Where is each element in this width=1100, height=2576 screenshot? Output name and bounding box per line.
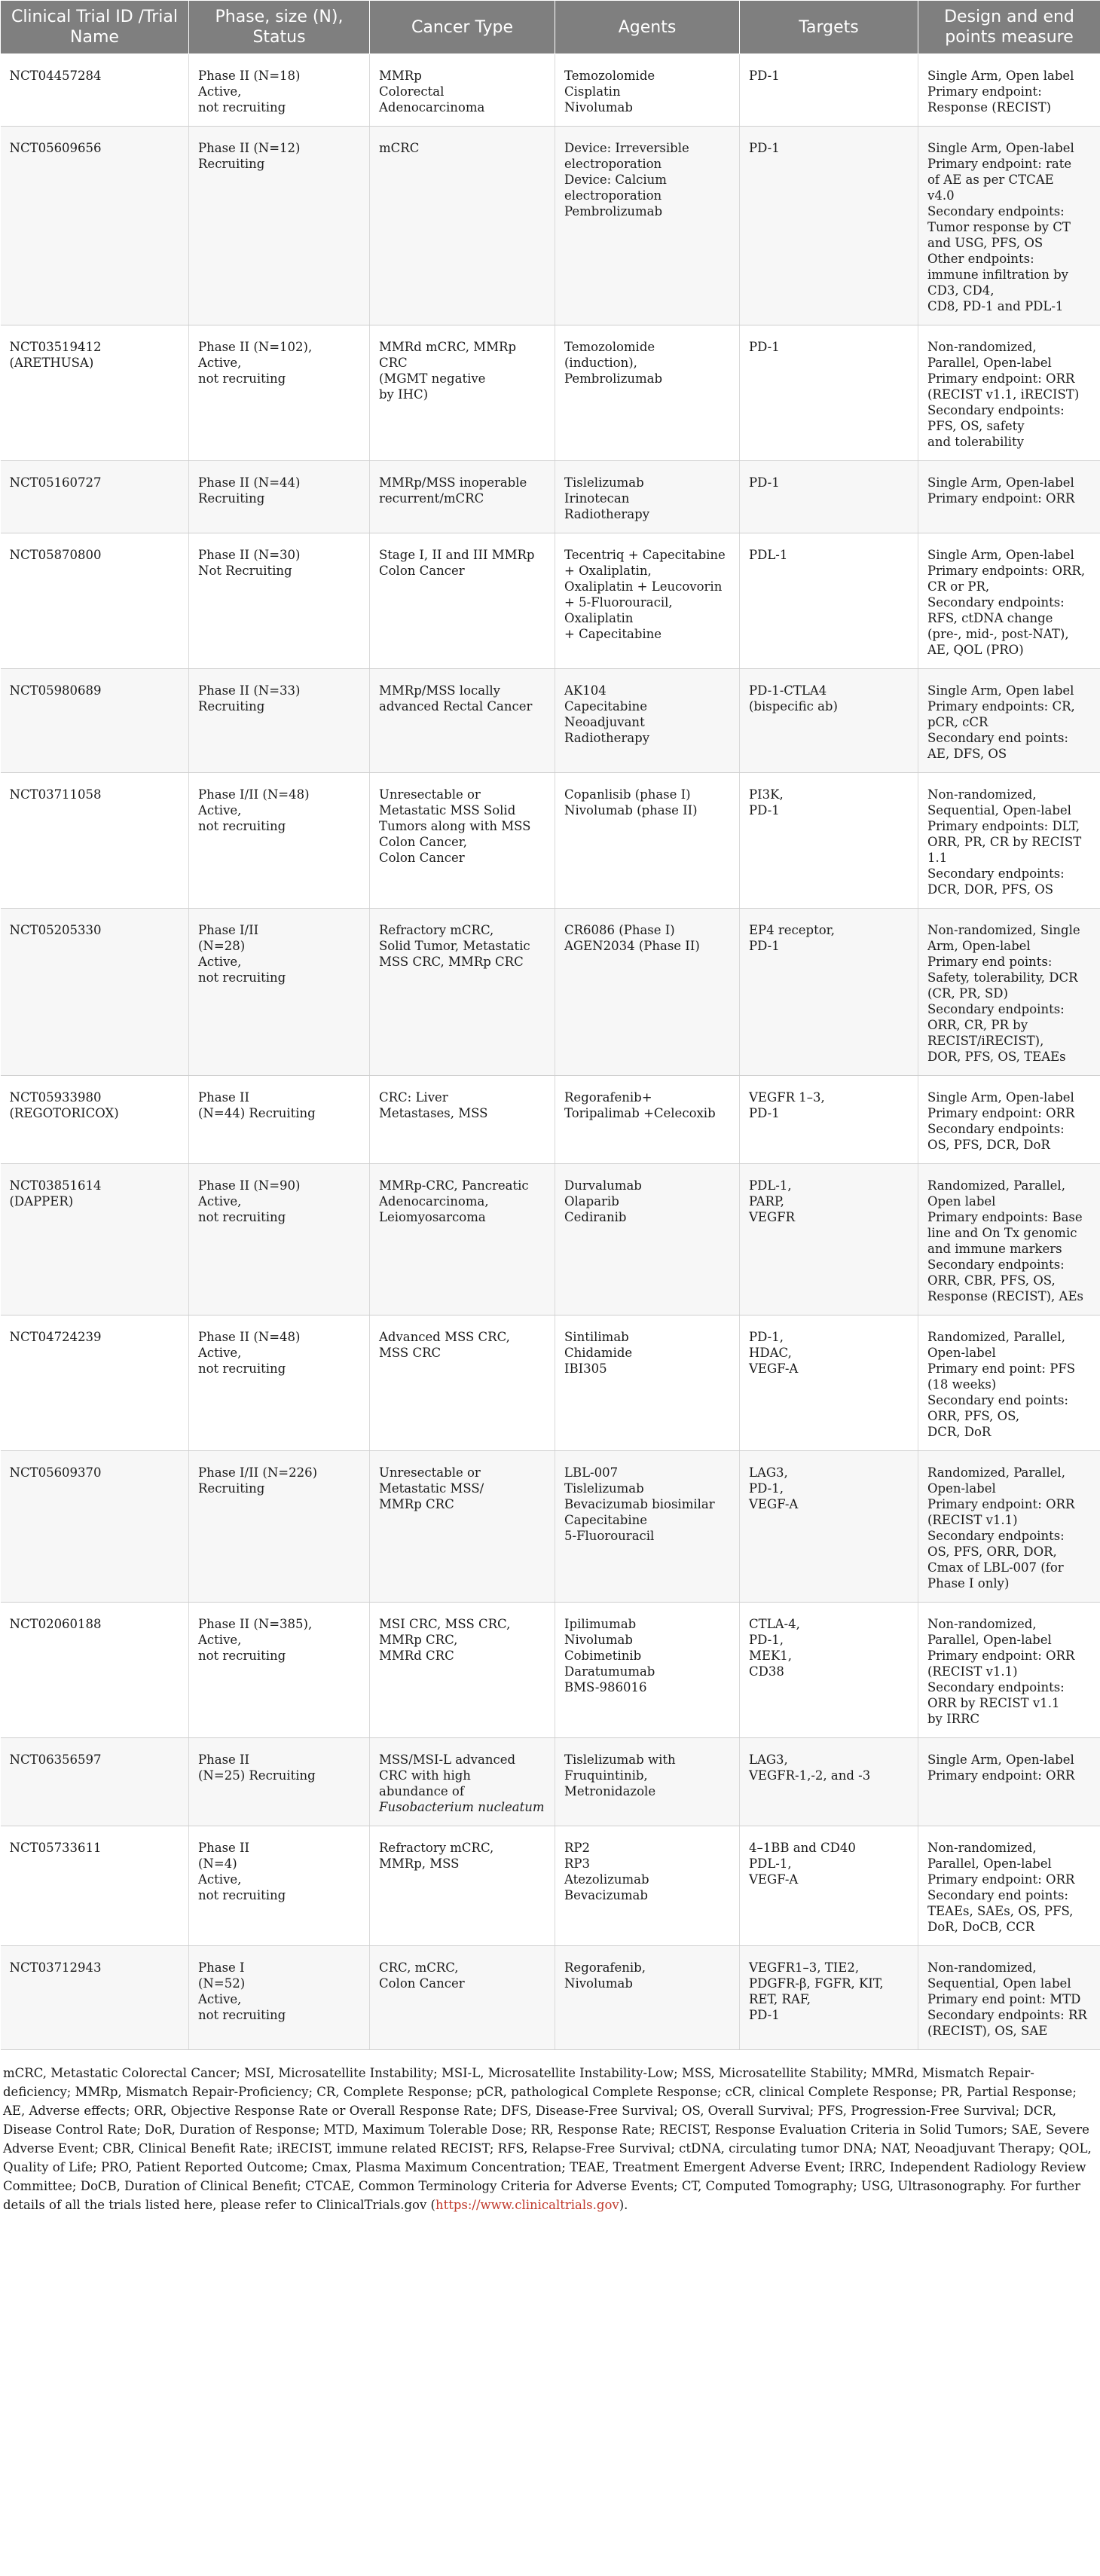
table-row (1, 325, 1100, 461)
cell-design: Randomized, Parallel, Open-label Primary endpoint: ORR (RECIST v1.1) Secondary endpoints: OS, PFS, ORR, DOR, Cmax of LBL-007 (for Phase I only) (918, 1451, 1100, 1603)
table-row (1, 127, 1100, 325)
cell-cancer-type: MMRp-CRC, Pancreatic Adenocarcinoma, Leiomyosarcoma (370, 1164, 555, 1316)
cell-design: Single Arm, Open label Primary endpoint: Response (RECIST) (918, 54, 1100, 127)
cell-cancer-type: Unresectable or Metastatic MSS Solid Tumors along with MSS Colon Cancer, Colon Cancer (370, 773, 555, 909)
cell-cancer-type: Refractory mCRC, MMRp, MSS (370, 1826, 555, 1946)
cell-agents: Regorafenib, Nivolumab (555, 1946, 740, 2050)
cell-agents: Temozolomide Cisplatin Nivolumab (555, 54, 740, 127)
cell-design: Non-randomized, Parallel, Open-label Primary endpoint: ORR Secondary end points: TEAEs, SAEs, OS, PFS, DoR, DoCB, CCR (918, 1826, 1100, 1946)
cell-agents: Tecentriq + Capecitabine + Oxaliplatin, Oxaliplatin + Leucovorin + 5-Fluorouracil, Oxaliplatin + Capecitabine (555, 533, 740, 669)
cell-phase: Phase II (N=385), Active, not recruiting (189, 1603, 370, 1738)
cell-trial-id: NCT05609656 (1, 127, 189, 325)
cell-agents: Temozolomide (induction), Pembrolizumab (555, 325, 740, 461)
cell-phase: Phase II (N=44) Recruiting (189, 461, 370, 533)
cell-trial-id: NCT03711058 (1, 773, 189, 909)
clinicaltrials-link[interactable]: https://www.clinicaltrials.gov (435, 2198, 619, 2212)
table-row (1, 909, 1100, 1076)
cell-trial-id: NCT03519412 (ARETHUSA) (1, 325, 189, 461)
cell-cancer-type: MMRp Colorectal Adenocarcinoma (370, 54, 555, 127)
table-footnote (0, 2050, 1100, 2214)
cell-design: Single Arm, Open-label Primary endpoint: ORR (918, 461, 1100, 533)
cell-trial-id: NCT05733611 (1, 1826, 189, 1946)
header-agents: Agents (555, 1, 740, 54)
cell-design: Single Arm, Open-label Primary endpoint: rate of AE as per CTCAE v4.0 Secondary endpoints: Tumor response by CT and USG, PFS, OS Other endpoints: immune infiltration by CD3, CD4, CD8, PD-1 and PDL-1 (918, 127, 1100, 325)
cell-agents: Tislelizumab Irinotecan Radiotherapy (555, 461, 740, 533)
cell-phase: Phase I (N=52) Active, not recruiting (189, 1946, 370, 2050)
cell-design: Non-randomized, Single Arm, Open-label Primary end points: Safety, tolerability, DCR (CR, PR, SD) Secondary endpoints: ORR, CR, PR by RECIST/iRECIST), DOR, PFS, OS, TEAEs (918, 909, 1100, 1076)
cell-cancer-type: Refractory mCRC, Solid Tumor, Metastatic MSS CRC, MMRp CRC (370, 909, 555, 1076)
cell-targets: EP4 receptor, PD-1 (740, 909, 918, 1076)
cell-agents: Tislelizumab with Fruquintinib, Metronidazole (555, 1738, 740, 1826)
cell-agents: CR6086 (Phase I) AGEN2034 (Phase II) (555, 909, 740, 1076)
cell-design: Randomized, Parallel, Open-label Primary end point: PFS (18 weeks) Secondary end points: ORR, PFS, OS, DCR, DoR (918, 1316, 1100, 1451)
cell-trial-id: NCT02060188 (1, 1603, 189, 1738)
cell-design: Randomized, Parallel, Open label Primary endpoints: Base line and On Tx genomic and immune markers Secondary endpoints: ORR, CBR, PFS, OS, Response (RECIST), AEs (918, 1164, 1100, 1316)
cell-agents: LBL-007 Tislelizumab Bevacizumab biosimilar Capecitabine 5-Fluorouracil (555, 1451, 740, 1603)
cell-targets: VEGFR 1–3, PD-1 (740, 1076, 918, 1164)
cell-design: Single Arm, Open label Primary endpoints: CR, pCR, cCR Secondary end points: AE, DFS, OS (918, 669, 1100, 773)
cell-phase: Phase II (N=90) Active, not recruiting (189, 1164, 370, 1316)
cell-targets: LAG3, PD-1, VEGF-A (740, 1451, 918, 1603)
footnote-suffix: ). (619, 2198, 628, 2212)
table-body (1, 54, 1100, 2050)
cell-phase: Phase II (N=30) Not Recruiting (189, 533, 370, 669)
cell-targets: 4–1BB and CD40 PDL-1, VEGF-A (740, 1826, 918, 1946)
cell-phase: Phase II (N=48) Active, not recruiting (189, 1316, 370, 1451)
cell-phase: Phase II (N=25) Recruiting (189, 1738, 370, 1826)
cell-design: Single Arm, Open-label Primary endpoint: ORR (918, 1738, 1100, 1826)
cell-design: Single Arm, Open-label Primary endpoints: ORR, CR or PR, Secondary endpoints: RFS, ctDNA change (pre-, mid-, post-NAT), AE, QOL (PRO) (918, 533, 1100, 669)
header-design: Design and end points measure (918, 1, 1100, 54)
table-row (1, 1738, 1100, 1826)
cell-cancer-type: Advanced MSS CRC, MSS CRC (370, 1316, 555, 1451)
cell-cancer-type: mCRC (370, 127, 555, 325)
cell-phase: Phase II (N=102), Active, not recruiting (189, 325, 370, 461)
cell-agents: Regorafenib+ Toripalimab +Celecoxib (555, 1076, 740, 1164)
cell-phase: Phase I/II (N=226) Recruiting (189, 1451, 370, 1603)
header-cancer-type: Cancer Type (370, 1, 555, 54)
cell-trial-id: NCT04724239 (1, 1316, 189, 1451)
cell-trial-id: NCT05980689 (1, 669, 189, 773)
cell-trial-id: NCT03712943 (1, 1946, 189, 2050)
cell-targets: PI3K, PD-1 (740, 773, 918, 909)
table-row (1, 773, 1100, 909)
table-row (1, 1603, 1100, 1738)
table-row (1, 1316, 1100, 1451)
cell-targets: PDL-1 (740, 533, 918, 669)
cell-cancer-type (370, 1738, 555, 1826)
cell-design: Non-randomized, Parallel, Open-label Primary endpoint: ORR (RECIST v1.1) Secondary endpoints: ORR by RECIST v1.1 by IRRC (918, 1603, 1100, 1738)
table-row (1, 1946, 1100, 2050)
cell-targets: PD-1 (740, 54, 918, 127)
cell-design: Non-randomized, Sequential, Open-label Primary endpoints: DLT, ORR, PR, CR by RECIST 1.1 Secondary endpoints: DCR, DOR, PFS, OS (918, 773, 1100, 909)
cell-trial-id: NCT06356597 (1, 1738, 189, 1826)
cell-phase: Phase II (N=33) Recruiting (189, 669, 370, 773)
footnote-text: mCRC, Metastatic Colorectal Cancer; MSI, Microsatellite Instability; MSI-L, Microsatellite Instability-Low; MSS, Microsatellite Stability; MMRd, Mismatch Repair-deficiency; MMRp, Mismatch Repair-Proficiency; CR, Complete Response; pCR, pathological Complete Response; cCR, clinical Complete Response; PR, Partial Response; AE, Adverse effects; ORR, Objective Response Rate or Overall Response Rate; DFS, Disease-Free Survival; OS, Overall Survival; PFS, Progression-Free Survival; DCR, Disease Control Rate; DoR, Duration of Response; MTD, Maximum Tolerable Dose; RR, Response Rate; RECIST, Response Evaluation Criteria in Solid Tumors; SAE, Severe Adverse Event; CBR, Clinical Benefit Rate; iRECIST, immune related RECIST; RFS, Relapse-Free Survival; ctDNA, circulating tumor DNA; NAT, Neoadjuvant Therapy; QOL, Quality of Life; PRO, Patient Reported Outcome; Cmax, Plasma Maximum Concentration; TEAE, Treatment Emergent Adverse Event; IRRC, Independent Radiology Review Committee; DoCB, Duration of Clinical Benefit; CTCAE, Common Terminology Criteria for Adverse Events; CT, Computed Tomography; USG, Ultrasonography. For further details of all the trials listed here, please refer to ClinicalTrials.gov ( (3, 2066, 1092, 2212)
header-targets: Targets (740, 1, 918, 54)
table-row (1, 1076, 1100, 1164)
cell-design: Single Arm, Open-label Primary endpoint: ORR Secondary endpoints: OS, PFS, DCR, DoR (918, 1076, 1100, 1164)
table-row (1, 533, 1100, 669)
table-row (1, 669, 1100, 773)
cell-cancer-type: MMRp/MSS locally advanced Rectal Cancer (370, 669, 555, 773)
cell-cancer-type: Stage I, II and III MMRp Colon Cancer (370, 533, 555, 669)
cell-agents: Device: Irreversible electroporation Device: Calcium electroporation Pembrolizumab (555, 127, 740, 325)
cell-cancer-type: MSI CRC, MSS CRC, MMRp CRC, MMRd CRC (370, 1603, 555, 1738)
organism-name: Fusobacterium nucleatum (379, 1800, 545, 1814)
table-row (1, 54, 1100, 127)
cell-targets: PD-1, HDAC, VEGF-A (740, 1316, 918, 1451)
header-trial-id: Clinical Trial ID /Trial Name (1, 1, 189, 54)
cell-targets: VEGFR1–3, TIE2, PDGFR-β, FGFR, KIT, RET, RAF, PD-1 (740, 1946, 918, 2050)
cell-targets: PD-1 (740, 461, 918, 533)
cancer-type-text: MSS/MSI-L advanced CRC with high abundance of (379, 1752, 516, 1798)
cell-agents: Ipilimumab Nivolumab Cobimetinib Daratumumab BMS-986016 (555, 1603, 740, 1738)
cell-agents: AK104 Capecitabine Neoadjuvant Radiotherapy (555, 669, 740, 773)
cell-agents: Copanlisib (phase I) Nivolumab (phase II) (555, 773, 740, 909)
cell-design: Non-randomized, Sequential, Open label Primary end point: MTD Secondary endpoints: RR (RECIST), OS, SAE (918, 1946, 1100, 2050)
cell-cancer-type: CRC, mCRC, Colon Cancer (370, 1946, 555, 2050)
cell-phase: Phase II (N=4) Active, not recruiting (189, 1826, 370, 1946)
cell-phase: Phase II (N=18) Active, not recruiting (189, 54, 370, 127)
table-header (1, 1, 1100, 54)
table-row (1, 1164, 1100, 1316)
cell-agents: Durvalumab Olaparib Cediranib (555, 1164, 740, 1316)
cell-trial-id: NCT05870800 (1, 533, 189, 669)
cell-cancer-type: Unresectable or Metastatic MSS/ MMRp CRC (370, 1451, 555, 1603)
header-phase: Phase, size (N), Status (189, 1, 370, 54)
cell-phase: Phase I/II (N=48) Active, not recruiting (189, 773, 370, 909)
table-row (1, 461, 1100, 533)
cell-trial-id: NCT05205330 (1, 909, 189, 1076)
cell-trial-id: NCT05160727 (1, 461, 189, 533)
cell-targets: PDL-1, PARP, VEGFR (740, 1164, 918, 1316)
cell-targets: PD-1 (740, 325, 918, 461)
table-row (1, 1451, 1100, 1603)
cell-phase: Phase II (N=44) Recruiting (189, 1076, 370, 1164)
cell-agents: RP2 RP3 Atezolizumab Bevacizumab (555, 1826, 740, 1946)
cell-trial-id: NCT05933980 (REGOTORICOX) (1, 1076, 189, 1164)
cell-cancer-type: MMRd mCRC, MMRp CRC (MGMT negative by IHC) (370, 325, 555, 461)
cell-trial-id: NCT03851614 (DAPPER) (1, 1164, 189, 1316)
cell-trial-id: NCT05609370 (1, 1451, 189, 1603)
cell-design: Non-randomized, Parallel, Open-label Primary endpoint: ORR (RECIST v1.1, iRECIST) Secondary endpoints: PFS, OS, safety and tolerability (918, 325, 1100, 461)
cell-trial-id: NCT04457284 (1, 54, 189, 127)
cell-phase: Phase II (N=12) Recruiting (189, 127, 370, 325)
cell-cancer-type: CRC: Liver Metastases, MSS (370, 1076, 555, 1164)
cell-targets: CTLA-4, PD-1, MEK1, CD38 (740, 1603, 918, 1738)
cell-targets: LAG3, VEGFR-1,-2, and -3 (740, 1738, 918, 1826)
cell-targets: PD-1 (740, 127, 918, 325)
cell-targets: PD-1-CTLA4 (bispecific ab) (740, 669, 918, 773)
cell-phase: Phase I/II (N=28) Active, not recruiting (189, 909, 370, 1076)
cell-agents: Sintilimab Chidamide IBI305 (555, 1316, 740, 1451)
header-row (1, 1, 1100, 54)
cell-cancer-type: MMRp/MSS inoperable recurrent/mCRC (370, 461, 555, 533)
table-row (1, 1826, 1100, 1946)
